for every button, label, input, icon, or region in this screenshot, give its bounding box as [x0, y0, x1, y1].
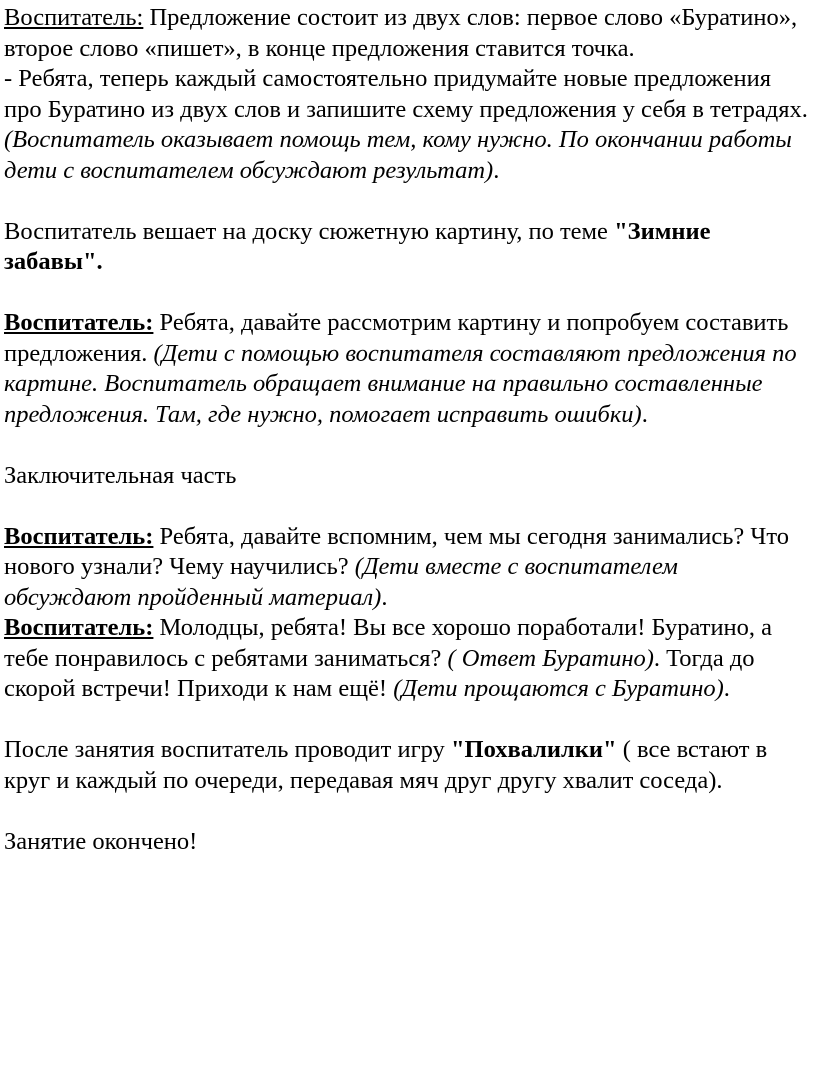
paragraph-end: . [641, 400, 648, 428]
picture-theme: "Зимние забавы". [4, 217, 711, 275]
paragraph-end: . [723, 675, 730, 702]
paragraph-intro-sentence [4, 3, 810, 64]
paragraph-ending [4, 827, 810, 858]
section-heading-final [4, 461, 810, 492]
speaker-label: Воспитатель: [4, 522, 154, 550]
paragraph-game [4, 735, 810, 796]
paragraph-text: Молодцы, ребята! Вы все хорошо поработали! Буратино, а тебе понравилось с ребятами заниматься? [4, 614, 773, 672]
spacer [4, 705, 810, 736]
paragraph-text: Предложение состоит из двух слов: первое слово «Буратино», второе слово «пишет», в конце предложения ставится точка. [4, 4, 798, 62]
paragraph-text: Занятие окончено! [4, 827, 198, 855]
stage-direction: (Воспитатель оказывает помощь тем, кому нужно. По окончании работы дети с воспитателем обсуждают результат) [4, 126, 792, 184]
spacer [4, 186, 810, 217]
paragraph-text: - Ребята, теперь каждый самостоятельно придумайте новые предложения про Буратино из двух слов и запишите схему предложения у себя в тетрадях. [4, 65, 808, 123]
paragraph-farewell [4, 613, 810, 705]
stage-direction: (Дети вместе с воспитателем обсуждают пройденный материал) [4, 553, 678, 611]
paragraph-text: . Тогда до скорой встречи! Приходи к нам ещё! [4, 644, 755, 702]
speaker-label: Воспитатель: [4, 614, 154, 641]
spacer [4, 278, 810, 309]
paragraph-text: ( все встают в круг и каждый по очереди, передавая мяч друг другу хвалит соседа). [4, 736, 768, 794]
paragraph-end: . [493, 156, 500, 184]
paragraph-text: После занятия воспитатель проводит игру [4, 736, 451, 763]
game-name: "Похвалилки" [450, 736, 617, 763]
section-heading-text: Заключительная часть [4, 461, 237, 489]
paragraph-text: Ребята, давайте рассмотрим картину и попробуем составить предложения. [4, 309, 789, 367]
paragraph-review [4, 522, 810, 614]
paragraph-text: Воспитатель вешает на доску сюжетную картину, по теме [4, 217, 615, 245]
paragraph-task [4, 64, 810, 186]
speaker-label: Воспитатель: [4, 4, 144, 31]
spacer [4, 796, 810, 827]
speaker-label: Воспитатель: [4, 309, 154, 336]
spacer [4, 491, 810, 522]
stage-direction: (Дети с помощью воспитателя составляют предложения по картине. Воспитатель обращает внимание на правильно составленные предложения. Там, где нужно, помогает исправить ошибки) [4, 339, 797, 428]
stage-direction: (Дети прощаются с Буратино) [393, 675, 724, 702]
paragraph-end: . [381, 583, 388, 611]
stage-direction: ( Ответ Буратино) [447, 644, 654, 672]
paragraph-text: Ребята, давайте вспомним, чем мы сегодня занимались? Что нового узнали? Чему научились? [4, 522, 789, 580]
spacer [4, 430, 810, 461]
paragraph-compose-sentences [4, 308, 810, 430]
paragraph-picture [4, 217, 810, 278]
